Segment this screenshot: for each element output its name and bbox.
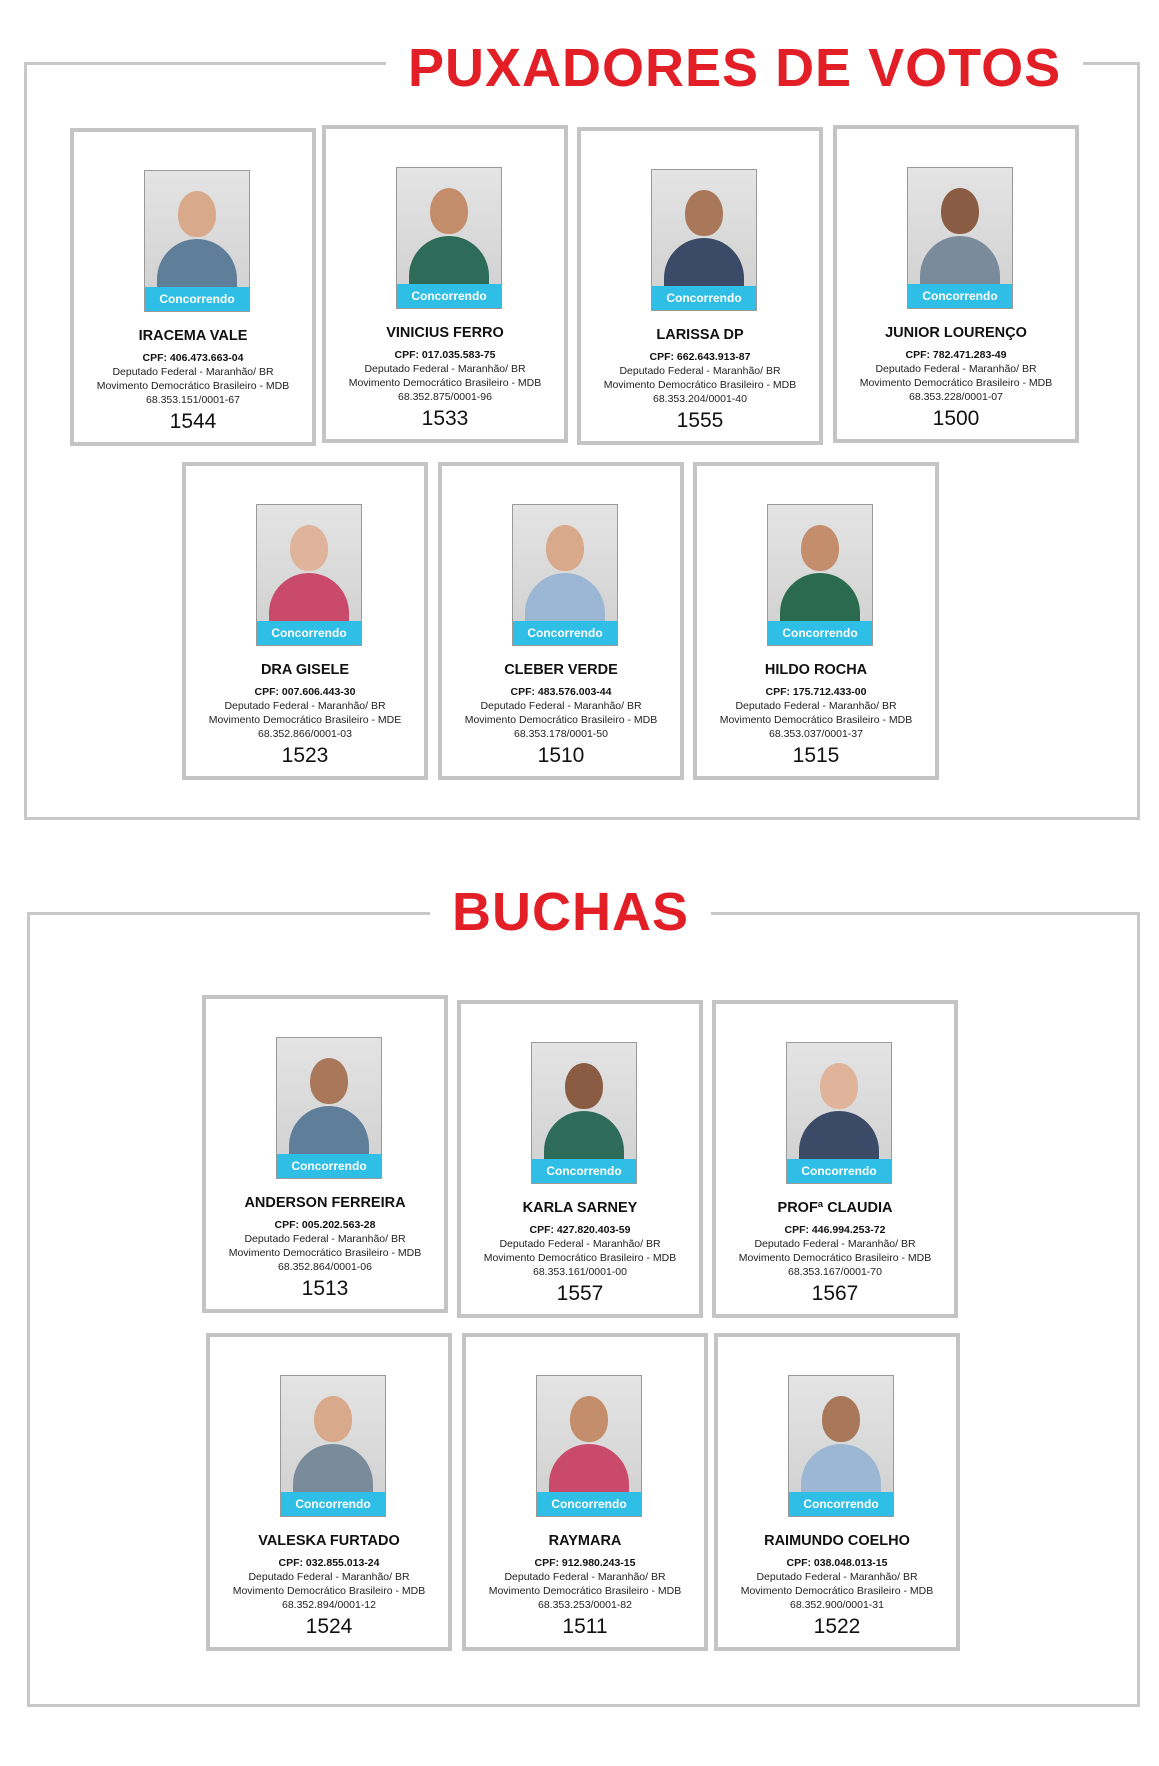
candidate-card	[714, 1333, 960, 1651]
candidate-cnpj: 68.353.161/0001-00	[532, 1266, 627, 1278]
candidate-role: Deputado Federal - Maranhão/ BR	[480, 700, 642, 712]
candidate-photo	[280, 1375, 386, 1517]
candidate-cpf: CPF: 446.994.253-72	[784, 1224, 886, 1236]
buchas-section-title: BUCHAS	[430, 880, 711, 944]
photo-head	[820, 1063, 858, 1109]
status-badge: Concorrendo	[397, 284, 501, 308]
candidate-cpf: CPF: 406.473.663-04	[142, 352, 244, 364]
candidate-cpf: CPF: 032.855.013-24	[278, 1557, 380, 1569]
candidate-card	[182, 462, 428, 780]
candidate-name: IRACEMA VALE	[138, 328, 248, 344]
candidate-number: 1544	[169, 410, 217, 433]
candidate-role: Deputado Federal - Maranhão/ BR	[224, 700, 386, 712]
candidate-cpf: CPF: 483.576.003-44	[510, 686, 612, 698]
photo-head	[546, 525, 584, 571]
puxadores-section-title: PUXADORES DE VOTOS	[386, 36, 1083, 100]
status-badge: Concorrendo	[281, 1492, 385, 1516]
candidate-party: Movimento Democrático Brasileiro - MDB	[488, 1585, 682, 1597]
candidate-role: Deputado Federal - Maranhão/ BR	[619, 365, 781, 377]
status-badge: Concorrendo	[908, 284, 1012, 308]
photo-head	[178, 191, 216, 237]
candidate-card	[202, 995, 448, 1313]
candidate-name: HILDO ROCHA	[764, 662, 868, 678]
candidate-card	[70, 128, 316, 446]
candidate-photo	[531, 1042, 637, 1184]
candidate-photo	[767, 504, 873, 646]
candidate-party: Movimento Democrático Brasileiro - MDB	[96, 380, 290, 392]
candidate-cpf: CPF: 175.712.433-00	[765, 686, 867, 698]
status-badge: Concorrendo	[789, 1492, 893, 1516]
candidate-photo	[536, 1375, 642, 1517]
candidate-cnpj: 68.352.900/0001-31	[789, 1599, 884, 1611]
candidate-name: VINICIUS FERRO	[386, 325, 504, 341]
candidate-name: CLEBER VERDE	[504, 662, 618, 678]
candidate-card	[322, 125, 568, 443]
candidate-photo	[512, 504, 618, 646]
candidate-role: Deputado Federal - Maranhão/ BR	[504, 1571, 666, 1583]
photo-head	[941, 188, 979, 234]
candidate-cpf: CPF: 007.606.443-30	[254, 686, 356, 698]
candidate-cpf: CPF: 782.471.283-49	[905, 349, 1007, 361]
candidate-card	[833, 125, 1079, 443]
candidate-photo	[144, 170, 250, 312]
photo-head	[685, 190, 723, 236]
candidate-role: Deputado Federal - Maranhão/ BR	[112, 366, 274, 378]
candidate-photo	[276, 1037, 382, 1179]
candidate-photo	[786, 1042, 892, 1184]
candidate-photo	[788, 1375, 894, 1517]
candidate-name: LARISSA DP	[656, 327, 744, 343]
candidate-party: Movimento Democrático Brasileiro - MDB	[719, 714, 913, 726]
photo-head	[314, 1396, 352, 1442]
candidate-name: DRA GISELE	[260, 662, 350, 678]
candidate-cnpj: 68.353.167/0001-70	[787, 1266, 882, 1278]
status-badge: Concorrendo	[513, 621, 617, 645]
candidate-card	[206, 1333, 452, 1651]
photo-head	[290, 525, 328, 571]
status-badge: Concorrendo	[768, 621, 872, 645]
candidate-card	[457, 1000, 703, 1318]
candidate-name: VALESKA FURTADO	[258, 1533, 400, 1549]
status-badge: Concorrendo	[787, 1159, 891, 1183]
candidate-photo	[396, 167, 502, 309]
candidate-cnpj: 68.352.894/0001-12	[281, 1599, 376, 1611]
candidate-number: 1533	[421, 407, 469, 430]
candidate-number: 1511	[562, 1615, 608, 1638]
candidate-party: Movimento Democrático Brasileiro - MDB	[232, 1585, 426, 1597]
photo-head	[822, 1396, 860, 1442]
candidate-cnpj: 68.353.204/0001-40	[652, 393, 747, 405]
candidate-role: Deputado Federal - Maranhão/ BR	[756, 1571, 918, 1583]
candidate-photo	[651, 169, 757, 311]
candidate-cnpj: 68.353.151/0001-67	[145, 394, 240, 406]
candidate-card	[693, 462, 939, 780]
candidate-number: 1513	[301, 1277, 349, 1300]
photo-head	[310, 1058, 348, 1104]
candidate-role: Deputado Federal - Maranhão/ BR	[754, 1238, 916, 1250]
candidate-cnpj: 68.353.228/0001-07	[908, 391, 1003, 403]
candidate-party: Movimento Democrático Brasileiro - MDB	[483, 1252, 677, 1264]
candidate-party: Movimento Democrático Brasileiro - MDB	[603, 379, 797, 391]
candidate-cpf: CPF: 662.643.913-87	[649, 351, 751, 363]
candidate-role: Deputado Federal - Maranhão/ BR	[875, 363, 1037, 375]
candidate-photo	[256, 504, 362, 646]
candidate-cpf: CPF: 912.980.243-15	[534, 1557, 636, 1569]
candidate-number: 1515	[792, 744, 840, 767]
candidate-card	[438, 462, 684, 780]
status-badge: Concorrendo	[532, 1159, 636, 1183]
candidate-name: KARLA SARNEY	[522, 1200, 638, 1216]
status-badge: Concorrendo	[257, 621, 361, 645]
candidate-party: Movimento Democrático Brasileiro - MDB	[740, 1585, 934, 1597]
photo-head	[570, 1396, 608, 1442]
candidate-party: Movimento Democrático Brasileiro - MDE	[208, 714, 402, 726]
status-badge: Concorrendo	[652, 286, 756, 310]
candidate-number: 1524	[305, 1615, 353, 1638]
candidate-name: PROFª CLAUDIA	[777, 1200, 893, 1216]
candidate-role: Deputado Federal - Maranhão/ BR	[735, 700, 897, 712]
candidate-cpf: CPF: 005.202.563-28	[274, 1219, 376, 1231]
status-badge: Concorrendo	[537, 1492, 641, 1516]
candidate-card	[712, 1000, 958, 1318]
candidate-cpf: CPF: 017.035.583-75	[394, 349, 496, 361]
candidate-role: Deputado Federal - Maranhão/ BR	[499, 1238, 661, 1250]
candidate-photo	[907, 167, 1013, 309]
candidate-role: Deputado Federal - Maranhão/ BR	[364, 363, 526, 375]
candidate-party: Movimento Democrático Brasileiro - MDB	[348, 377, 542, 389]
candidate-number: 1555	[676, 409, 724, 432]
candidate-cnpj: 68.353.253/0001-82	[537, 1599, 632, 1611]
candidate-party: Movimento Democrático Brasileiro - MDB	[738, 1252, 932, 1264]
candidate-name: JUNIOR LOURENÇO	[885, 325, 1027, 341]
photo-head	[430, 188, 468, 234]
candidate-number: 1557	[556, 1282, 604, 1305]
candidate-number: 1567	[811, 1282, 859, 1305]
candidate-cnpj: 68.352.875/0001-96	[397, 391, 492, 403]
candidate-card	[577, 127, 823, 445]
candidate-number: 1523	[281, 744, 329, 767]
status-badge: Concorrendo	[145, 287, 249, 311]
candidate-party: Movimento Democrático Brasileiro - MDB	[859, 377, 1053, 389]
candidate-card	[462, 1333, 708, 1651]
candidate-cnpj: 68.353.037/0001-37	[768, 728, 863, 740]
candidate-cpf: CPF: 427.820.403-59	[529, 1224, 631, 1236]
candidate-cnpj: 68.353.178/0001-50	[513, 728, 608, 740]
candidate-role: Deputado Federal - Maranhão/ BR	[244, 1233, 406, 1245]
candidate-cnpj: 68.352.866/0001-03	[257, 728, 352, 740]
candidate-cnpj: 68.352.864/0001-06	[277, 1261, 372, 1273]
candidate-party: Movimento Democrático Brasileiro - MDB	[228, 1247, 422, 1259]
candidate-cpf: CPF: 038.048.013-15	[786, 1557, 888, 1569]
candidate-number: 1510	[537, 744, 585, 767]
candidate-name: RAYMARA	[548, 1533, 622, 1549]
candidate-name: RAIMUNDO COELHO	[764, 1533, 910, 1549]
candidate-name: ANDERSON FERREIRA	[244, 1195, 406, 1211]
candidate-number: 1522	[813, 1615, 861, 1638]
status-badge: Concorrendo	[277, 1154, 381, 1178]
candidate-number: 1500	[932, 407, 980, 430]
photo-head	[801, 525, 839, 571]
candidate-role: Deputado Federal - Maranhão/ BR	[248, 1571, 410, 1583]
candidate-party: Movimento Democrático Brasileiro - MDB	[464, 714, 658, 726]
photo-head	[565, 1063, 603, 1109]
